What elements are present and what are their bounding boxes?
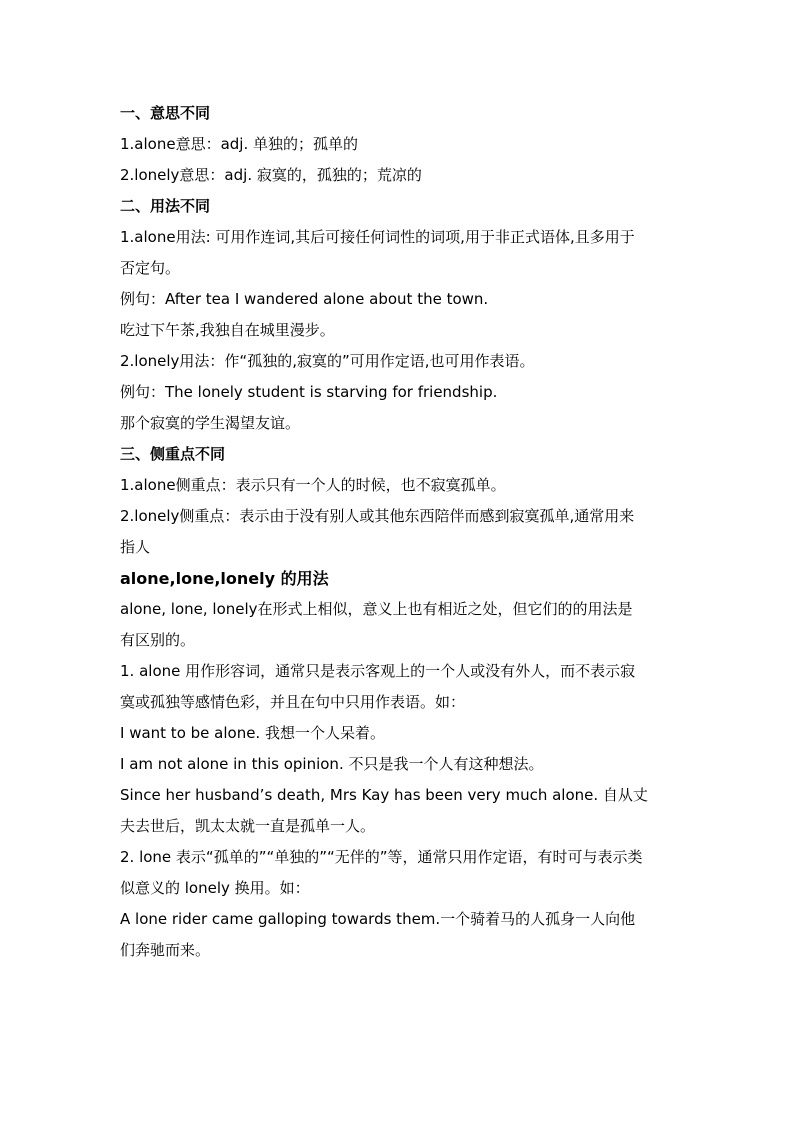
s3-line-2a: 2.lonely侧重点：表示由于没有别人或其他东西陪伴而感到寂寞孤单,通常用来	[120, 507, 635, 525]
s4-example-2: I am not alone in this opinion. 不只是我一个人有这种想法。	[120, 755, 544, 773]
s4-intro-b: 有区别的。	[120, 631, 196, 649]
s4-example-4a: A lone rider came galloping towards them.一个骑着马的人孤身一人向他	[120, 910, 636, 928]
s2-example-1-zh: 吃过下午茶,我独自在城里漫步。	[120, 321, 335, 339]
section-3-title: 三、侧重点不同	[120, 445, 226, 463]
s4-point-2b: 似意义的 lonely 换用。如：	[120, 879, 310, 897]
s4-point-2a: 2. lone 表示“孤单的”“单独的”“无伴的”等，通常只用作定语，有时可与表示类	[120, 848, 643, 866]
s2-line-1a: 1.alone用法: 可用作连词,其后可接任何词性的词项,用于非正式语体,且多用于	[120, 228, 635, 246]
s4-example-3b: 夫去世后，凯太太就一直是孤单一人。	[120, 817, 376, 835]
s4-example-3a: Since her husband’s death, Mrs Kay has been very much alone. 自从丈	[120, 786, 648, 804]
s1-line-1: 1.alone意思：adj. 单独的；孤单的	[120, 135, 359, 153]
section-1-title: 一、意思不同	[120, 104, 211, 122]
s4-example-4b: 们奔驰而来。	[120, 941, 211, 959]
document-body	[120, 98, 680, 966]
section-4-title: alone,lone,lonely 的用法	[120, 569, 329, 588]
s4-point-1b: 寞或孤独等感情色彩，并且在句中只用作表语。如：	[120, 693, 466, 711]
s3-line-1: 1.alone侧重点：表示只有一个人的时候，也不寂寞孤单。	[120, 476, 506, 494]
s2-example-1-en: 例句：After tea I wandered alone about the town.	[120, 290, 489, 308]
s4-example-1: I want to be alone. 我想一个人呆着。	[120, 724, 385, 742]
s2-example-2-en: 例句：The lonely student is starving for friendship.	[120, 383, 498, 401]
s2-example-2-zh: 那个寂寞的学生渴望友谊。	[120, 414, 301, 432]
s4-intro-a: alone, lone, lonely在形式上相似，意义上也有相近之处，但它们的的用法是	[120, 600, 633, 618]
s2-line-2: 2.lonely用法：作“孤独的,寂寞的”可用作定语,也可用作表语。	[120, 352, 535, 370]
s1-line-2: 2.lonely意思：adj. 寂寞的，孤独的；荒凉的	[120, 166, 422, 184]
s3-line-2b: 指人	[120, 538, 151, 556]
section-2-title: 二、用法不同	[120, 197, 211, 215]
s4-point-1a: 1. alone 用作形容词，通常只是表示客观上的一个人或没有外人，而不表示寂	[120, 662, 636, 680]
s2-line-1b: 否定句。	[120, 259, 181, 277]
